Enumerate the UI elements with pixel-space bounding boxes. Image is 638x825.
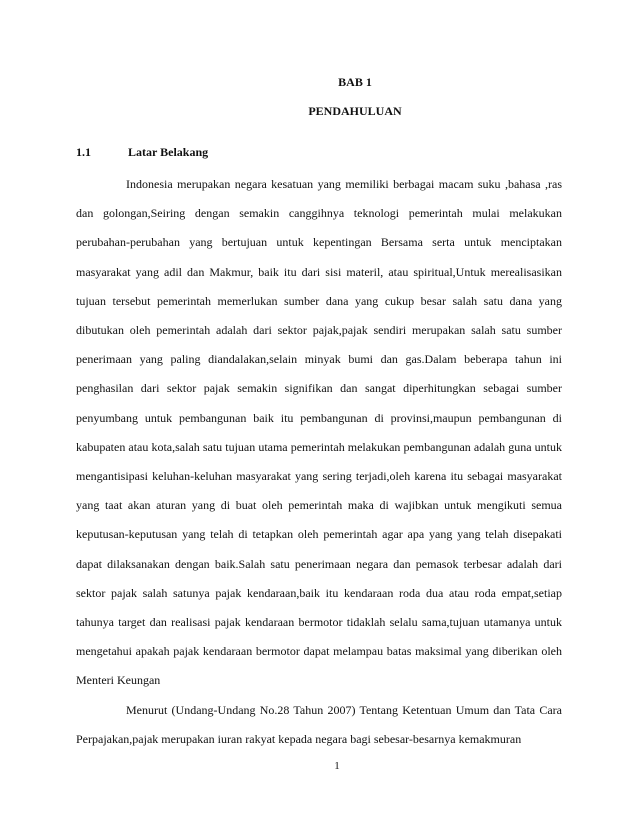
paragraph: Indonesia merupakan negara kesatuan yang memiliki berbagai macam suku ,bahasa ,ras dan golongan,Seiring dengan semakin canggihnya teknologi pemerintah mulai melakukan perubahan-perubahan yang bertujuan untuk kepentingan Bersama serta untuk menciptakan masyarakat yang adil dan Makmur, baik itu dari sisi materil, atau spiritual,Untuk merealisasikan tujuan tersebut pemerintah memerlukan sumber dana yang cukup besar salah satu dana yang dibutukan oleh pemerintah adalah dari sektor pajak,pajak sendiri merupakan salah satu sumber penerimaan yang paling diandalakan,selain minyak bumi dan gas.Dalam beberapa tahun ini penghasilan dari sektor pajak semakin signifikan dan sangat diperhitungkan sebagai sumber penyumbang untuk pembangunan baik itu pembangunan di provinsi,maupun pembangunan di kabupaten atau kota,salah satu tujuan utama pemerintah melakukan pembangunan adalah guna untuk mengantisipasi keluhan-keluhan masyarakat yang sering terjadi,oleh karena itu sebagai masyarakat yang taat akan aturan yang di buat oleh pemerintah maka di wajibkan untuk mengikuti semua keputusan-keputusan yang telah di tetapkan oleh pemerintah agar apa yang yang telah disepakati dapat dilaksanakan dengan baik.Salah satu penerimaan negara dan pemasok terbesar adalah dari sektor pajak salah satunya pajak kendaraan,baik itu kendaraan roda dua atau roda empat,setiap tahunya target dan realisasi pajak kendaraan bermotor tidaklah selalu sama,tujuan utamanya untuk mengetahui apakah pajak kendaraan bermotor dapat melampau batas maksimal yang diberikan oleh Menteri Keungan [76, 177, 562, 688]
chapter-number: BAB 1 [338, 75, 372, 89]
paragraph: Menurut (Undang-Undang No.28 Tahun 2007) Tentang Ketentuan Umum dan Tata Cara Perpajakan,pajak merupakan iuran rakyat kepada negara bagi sebesar-besarnya kemakmuran [76, 702, 562, 746]
body-text [76, 170, 562, 754]
page-number: 1 [334, 760, 340, 772]
section-title: Latar Belakang [128, 145, 209, 159]
section-number: 1.1 [76, 145, 91, 159]
section-heading [76, 145, 208, 160]
chapter-title: PENDAHULUAN [308, 104, 402, 118]
